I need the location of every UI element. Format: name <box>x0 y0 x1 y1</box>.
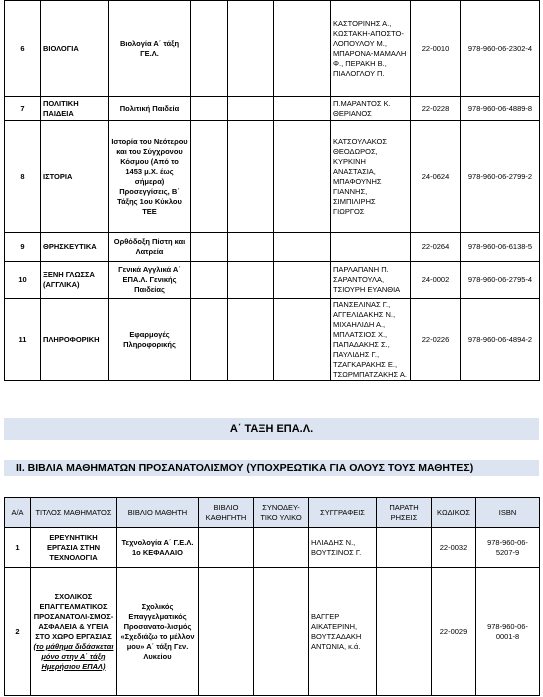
table-row <box>5 121 540 233</box>
subject-title: ΒΙΟΛΟΓΙΑ <box>41 1 109 97</box>
table-row <box>5 262 540 299</box>
subject-title-text: ΣΧΟΛΙΚΟΣ ΕΠΑΓΓΕΛΜΑΤΙΚΟΣ ΠΡΟΣΑΝΑΤΟΛΙ-ΣΜΟΣ- ΑΣΦΑΛΕΙΑ & ΥΓΕΙΑ ΣΤΟ ΧΩΡΟ ΕΡΓΑΣΙΑΣ <box>33 591 114 641</box>
row-number: 1 <box>5 528 31 568</box>
authors-cell <box>331 233 411 262</box>
code-cell: 22-0010 <box>411 1 461 97</box>
teacher-book-cell <box>191 121 228 233</box>
code-cell: 22-0228 <box>411 97 461 121</box>
row-number: 2 <box>5 568 31 696</box>
isbn-cell: 978-960-06-4889-8 <box>461 97 540 121</box>
extra-material-cell <box>228 262 274 299</box>
teacher-book-cell <box>191 233 228 262</box>
subject-note: (το μάθημα διδάσκεται μόνο στην Α΄ τάξη Ημερήσιου ΕΠΑΛ) <box>33 641 114 671</box>
blank-cell <box>274 233 331 262</box>
header-student-book: ΒΙΒΛΙΟ ΜΑΘΗΤΗ <box>117 498 199 528</box>
subject-title: ΕΡΕΥΝΗΤΙΚΗ ΕΡΓΑΣΙΑ ΣΤΗΝ ΤΕΧΝΟΛΟΓΙΑ <box>31 528 117 568</box>
subject-title <box>31 568 117 696</box>
code-cell: 22-0226 <box>411 299 461 381</box>
student-book-title: Σχολικός Επαγγελματικός Προσανατο-λισμός «Σχεδιάζω το μέλλον μου» Α΄ τάξη Γεν. Λυκείου <box>117 568 199 696</box>
isbn-cell: 978-960-06-2795-4 <box>461 262 540 299</box>
header-remarks: ΠΑΡΑΤΗ ΡΗΣΕΙΣ <box>377 498 432 528</box>
subject-title: ΙΣΤΟΡΙΑ <box>41 121 109 233</box>
extra-material-cell <box>228 1 274 97</box>
extra-material-cell <box>228 121 274 233</box>
extra-material-cell <box>254 568 309 696</box>
teacher-book-cell <box>191 299 228 381</box>
header-aa: Α/Α <box>5 498 31 528</box>
isbn-cell: 978-960-06-5207-9 <box>476 528 540 568</box>
section-banner-a-epal: Α΄ ΤΑΞΗ ΕΠΑ.Λ. <box>4 418 539 440</box>
header-code: ΚΩΔΙΚΟΣ <box>432 498 476 528</box>
authors-cell: Π.ΜΑΡΑΝΤΟΣ Κ. ΘΕΡΙΑΝΟΣ <box>331 97 411 121</box>
subject-title: ΠΟΛΙΤΙΚΗ ΠΑΙΔΕΙΑ <box>41 97 109 121</box>
row-number: 11 <box>5 299 41 381</box>
textbook-table-general <box>4 0 540 381</box>
isbn-cell: 978-960-06-2799-2 <box>461 121 540 233</box>
student-book-title: Ορθόδοξη Πίστη και Λατρεία <box>109 233 191 262</box>
table-row <box>5 528 540 568</box>
blank-cell <box>274 97 331 121</box>
extra-material-cell <box>228 233 274 262</box>
authors-cell: ΗΛΙΑΔΗΣ Ν., ΒΟΥΤΣΙΝΟΣ Γ. <box>309 528 377 568</box>
extra-material-cell <box>254 528 309 568</box>
student-book-title: Εφαρμογές Πληροφορικής <box>109 299 191 381</box>
row-number: 7 <box>5 97 41 121</box>
student-book-title: Ιστορία του Νεότερου και του Σύγχρονου Κόσμου (Από το 1453 μ.Χ. έως σήμερα) Προσεγγίσεις, Β΄ Τάξης 1ου Κύκλου ΤΕΕ <box>109 121 191 233</box>
code-cell: 24-0002 <box>411 262 461 299</box>
textbook-table-orientation <box>4 497 540 696</box>
authors-cell: ΒΑΓΓΕΡ ΑΙΚΑΤΕΡΙΝΗ, ΒΟΥΤΣΑΔΑΚΗ ΑΝΤΩΝΙΑ, κ.ά. <box>309 568 377 696</box>
isbn-cell: 978-960-06-2302-4 <box>461 1 540 97</box>
isbn-cell: 978-960-06-4894-2 <box>461 299 540 381</box>
remarks-cell <box>377 528 432 568</box>
blank-cell <box>274 299 331 381</box>
authors-cell: ΚΑΣΤΟΡΙΝΗΣ Α., ΚΩΣΤΑΚΗ-ΑΠΟΣΤΟ-ΛΟΠΟΥΛΟΥ Μ., ΜΠΑΡΟΝΑ-ΜΑΜΑΛΗ Φ., ΠΕΡΑΚΗ Β., ΠΙΑΛΟΓΛΟΥ Π. <box>331 1 411 97</box>
authors-cell: ΠΑΡΛΑΠΑΝΗ Π. ΣΑΡΑΝΤΟΥΛΑ, ΤΣΙΟΥΡΗ ΕΥΑΝΘΙΑ <box>331 262 411 299</box>
table-row <box>5 97 540 121</box>
section-banner-orientation-books: ΙΙ. ΒΙΒΛΙΑ ΜΑΘΗΜΑΤΩΝ ΠΡΟΣΑΝΑΤΟΛΙΣΜΟΥ (ΥΠΟΧΡΕΩΤΙΚΑ ΓΙΑ ΟΛΟΥΣ ΤΟΥΣ ΜΑΘΗΤΕΣ) <box>4 460 539 476</box>
teacher-book-cell <box>191 97 228 121</box>
student-book-title: Πολιτική Παιδεία <box>109 97 191 121</box>
code-cell: 22-0032 <box>432 528 476 568</box>
authors-cell: ΠΑΝΣΕΛΙΝΑΣ Γ., ΑΓΓΕΛΙΔΑΚΗΣ Ν., ΜΙΧΑΗΛΙΔΗ Α., ΜΠΛΑΤΣΙΟΣ Χ., ΠΑΠΑΔΑΚΗΣ Σ., ΠΑΥΛΙΔΗΣ Γ., ΤΖΑΓΚΑΡΑΚΗΣ Ε., ΤΣΩΡΜΠΑΤΖΑΚΗΣ Α. <box>331 299 411 381</box>
student-book-title: Γενικά Αγγλικά Α΄ ΕΠΑ.Λ. Γενικής Παιδείας <box>109 262 191 299</box>
header-authors: ΣΥΓΓΡΑΦΕΙΣ <box>309 498 377 528</box>
isbn-cell: 978-960-06-6138-5 <box>461 233 540 262</box>
table-row <box>5 1 540 97</box>
remarks-cell <box>377 568 432 696</box>
teacher-book-cell <box>191 262 228 299</box>
row-number: 9 <box>5 233 41 262</box>
table-row <box>5 233 540 262</box>
code-cell: 22-0029 <box>432 568 476 696</box>
teacher-book-cell <box>191 1 228 97</box>
header-subject: ΤΙΤΛΟΣ ΜΑΘΗΜΑΤΟΣ <box>31 498 117 528</box>
table-row <box>5 299 540 381</box>
subject-title: ΘΡΗΣΚΕΥΤΙΚΑ <box>41 233 109 262</box>
code-cell: 22-0264 <box>411 233 461 262</box>
row-number: 6 <box>5 1 41 97</box>
header-isbn: ISBN <box>476 498 540 528</box>
row-number: 8 <box>5 121 41 233</box>
subject-title: ΞΕΝΗ ΓΛΩΣΣΑ (ΑΓΓΛΙΚΑ) <box>41 262 109 299</box>
student-book-title: Τεχνολογία Α΄ Γ.Ε.Λ. 1ο ΚΕΦΑΛΑΙΟ <box>117 528 199 568</box>
subject-title: ΠΛΗΡΟΦΟΡΙΚΗ <box>41 299 109 381</box>
header-extra-material: ΣΥΝΟΔΕΥ-ΤΙΚΟ ΥΛΙΚΟ <box>254 498 309 528</box>
extra-material-cell <box>228 97 274 121</box>
blank-cell <box>274 1 331 97</box>
code-cell: 24-0624 <box>411 121 461 233</box>
isbn-cell: 978-960-06-0001-8 <box>476 568 540 696</box>
blank-cell <box>274 262 331 299</box>
student-book-title: Βιολογία Α΄ τάξη ΓΕ.Λ. <box>109 1 191 97</box>
blank-cell <box>274 121 331 233</box>
extra-material-cell <box>228 299 274 381</box>
authors-cell: ΚΑΤΣΟΥΛΑΚΟΣ ΘΕΟΔΩΡΟΣ, ΚΥΡΚΙΝΗ ΑΝΑΣΤΑΣΙΑ, ΜΠΑΦΟΥΝΗΣ ΓΙΑΝΝΗΣ, ΣΙΜΠΙΛΙΡΗΣ ΓΙΩΡΓΟΣ <box>331 121 411 233</box>
header-teacher-book: ΒΙΒΛΙΟ ΚΑΘΗΓΗΤΗ <box>199 498 254 528</box>
table-row <box>5 568 540 696</box>
teacher-book-cell <box>199 568 254 696</box>
row-number: 10 <box>5 262 41 299</box>
teacher-book-cell <box>199 528 254 568</box>
table-header-row <box>5 498 540 528</box>
